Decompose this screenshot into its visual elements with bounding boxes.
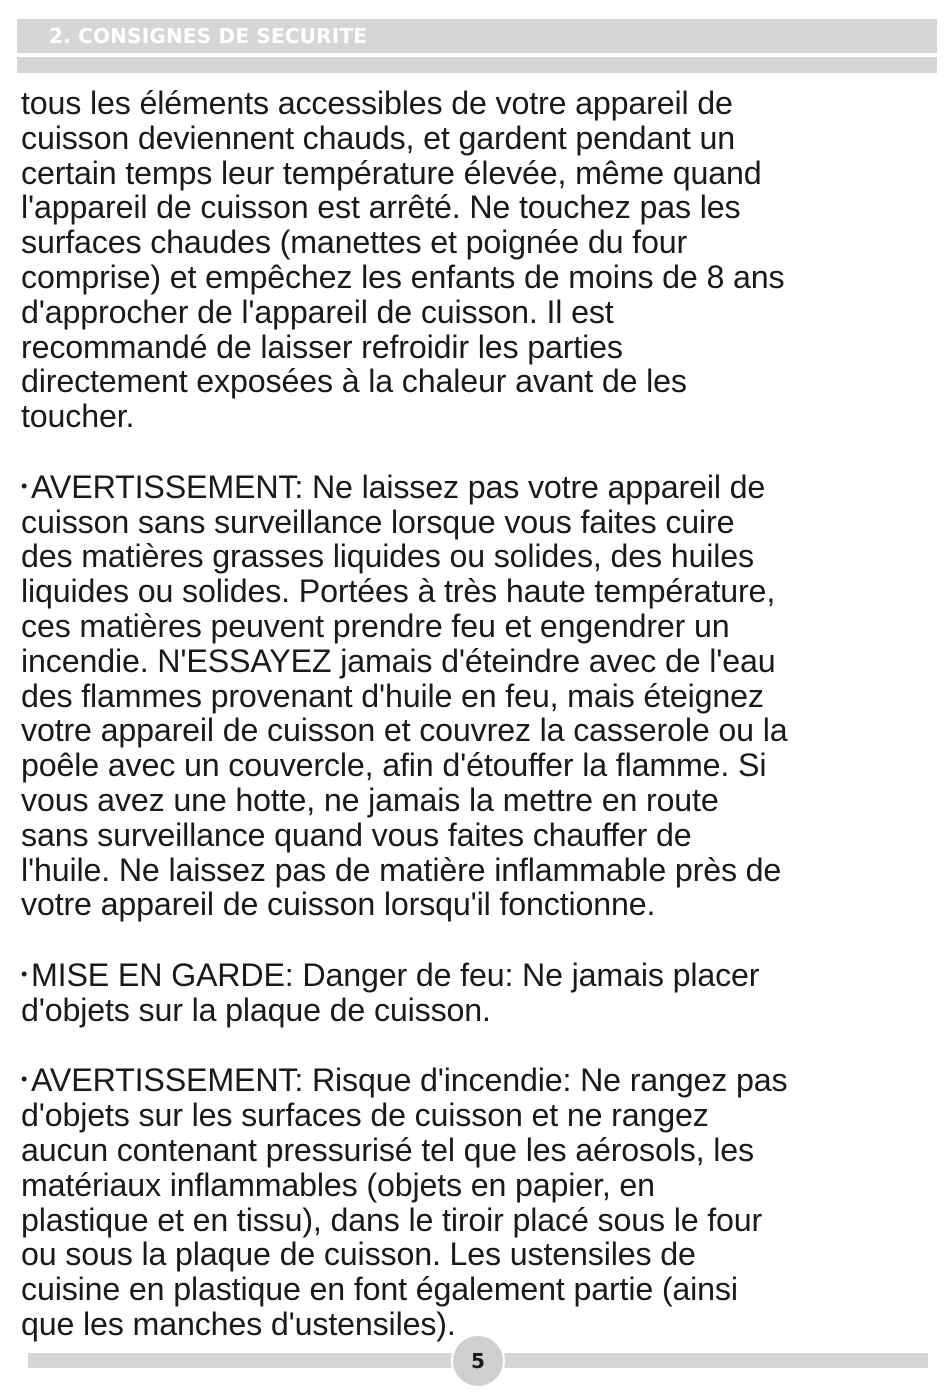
text-line-content: liquides ou solides. Portées à très haute température, — [21, 573, 776, 610]
text-line — [21, 887, 933, 922]
text-line — [21, 609, 933, 644]
text-line-content: cuisson sans surveillance lorsque vous faites cuire — [21, 503, 735, 540]
paragraph — [21, 1062, 933, 1341]
text-line — [21, 469, 933, 505]
text-line-content: ces matières peuvent prendre feu et engendrer un — [21, 607, 730, 644]
safety-instructions-body — [21, 86, 933, 1376]
text-line — [21, 1062, 933, 1098]
text-line-content: directement exposées à la chaleur avant de les — [21, 363, 687, 400]
text-line — [21, 364, 933, 399]
bullet-icon: • — [21, 475, 28, 496]
text-line-content: aucun contenant pressurisé tel que les aérosols, les — [21, 1131, 754, 1168]
text-line-content: d'objets sur la plaque de cuisson. — [21, 991, 491, 1028]
text-line-content: votre appareil de cuisson lorsqu'il fonctionne. — [21, 886, 656, 923]
text-line-content: vous avez une hotte, ne jamais la mettre en route — [21, 781, 719, 818]
text-line — [21, 156, 933, 191]
text-line — [21, 1133, 933, 1168]
text-line-content: cuisson deviennent chauds, et gardent pendant un — [21, 119, 735, 156]
section-header-bar — [17, 19, 937, 53]
text-line — [21, 190, 933, 225]
text-line-content: surfaces chaudes (manettes et poignée du four — [21, 224, 688, 261]
page-number: 5 — [471, 1349, 485, 1373]
text-line — [21, 783, 933, 818]
text-line-content: recommandé de laisser refroidir les parties — [21, 328, 623, 365]
text-line — [21, 1168, 933, 1203]
text-line-content: que les manches d'ustensiles). — [21, 1305, 456, 1342]
text-line-content: des flammes provenant d'huile en feu, mais éteignez — [21, 677, 764, 714]
text-line-content: l'appareil de cuisson est arrêté. Ne touchez pas les — [21, 189, 741, 226]
text-line — [21, 86, 933, 121]
page-number-badge — [451, 1334, 505, 1388]
text-line — [21, 399, 933, 434]
text-line — [21, 225, 933, 260]
text-line-content: MISE EN GARDE: Danger de feu: Ne jamais placer — [31, 956, 760, 993]
text-line — [21, 539, 933, 574]
text-line-content: AVERTISSEMENT: Ne laissez pas votre appareil de — [31, 468, 766, 505]
text-line-content: plastique et en tissu), dans le tiroir placé sous le four — [21, 1201, 763, 1238]
text-line — [21, 748, 933, 783]
text-line — [21, 713, 933, 748]
paragraph — [21, 957, 933, 1028]
text-line — [21, 957, 933, 993]
text-line — [21, 679, 933, 714]
text-line-content: d'approcher de l'appareil de cuisson. Il est — [21, 293, 614, 330]
text-line — [21, 260, 933, 295]
text-line — [21, 1272, 933, 1307]
text-line-content: AVERTISSEMENT: Risque d'incendie: Ne rangez pas — [31, 1062, 788, 1099]
section-title: 2. CONSIGNES DE SECURITE — [49, 24, 368, 48]
paragraph — [21, 86, 933, 434]
text-line-content: poêle avec un couvercle, afin d'étouffer la flamme. Si — [21, 747, 767, 784]
text-line-content: des matières grasses liquides ou solides, des huiles — [21, 538, 754, 575]
text-line — [21, 1237, 933, 1272]
text-line — [21, 295, 933, 330]
text-line-content: l'huile. Ne laissez pas de matière inflammable près de — [21, 851, 782, 888]
text-line — [21, 574, 933, 609]
text-line — [21, 330, 933, 365]
text-line-content: tous les éléments accessibles de votre appareil de — [21, 85, 733, 121]
bullet-icon: • — [21, 1069, 28, 1090]
paragraph — [21, 469, 933, 922]
text-line — [21, 644, 933, 679]
text-line-content: comprise) et empêchez les enfants de moins de 8 ans — [21, 258, 785, 295]
text-line — [21, 853, 933, 888]
header-divider — [17, 57, 937, 73]
text-line — [21, 121, 933, 156]
text-line-content: sans surveillance quand vous faites chauffer de — [21, 816, 692, 853]
text-line-content: votre appareil de cuisson et couvrez la casserole ou la — [21, 712, 788, 749]
text-line-content: incendie. N'ESSAYEZ jamais d'éteindre avec de l'eau — [21, 642, 776, 679]
text-line-content: toucher. — [21, 398, 135, 435]
text-line-content: d'objets sur les surfaces de cuisson et ne rangez — [21, 1097, 709, 1134]
text-line-content: certain temps leur température élevée, même quand — [21, 154, 762, 191]
text-line-content: ou sous la plaque de cuisson. Les ustensiles de — [21, 1236, 696, 1273]
text-line — [21, 993, 933, 1028]
text-line-content: matériaux inflammables (objets en papier, en — [21, 1166, 655, 1203]
text-line — [21, 505, 933, 540]
text-line-content: cuisine en plastique en font également partie (ainsi — [21, 1271, 738, 1308]
bullet-icon: • — [21, 963, 28, 984]
text-line — [21, 1203, 933, 1238]
text-line — [21, 1098, 933, 1133]
text-line — [21, 818, 933, 853]
